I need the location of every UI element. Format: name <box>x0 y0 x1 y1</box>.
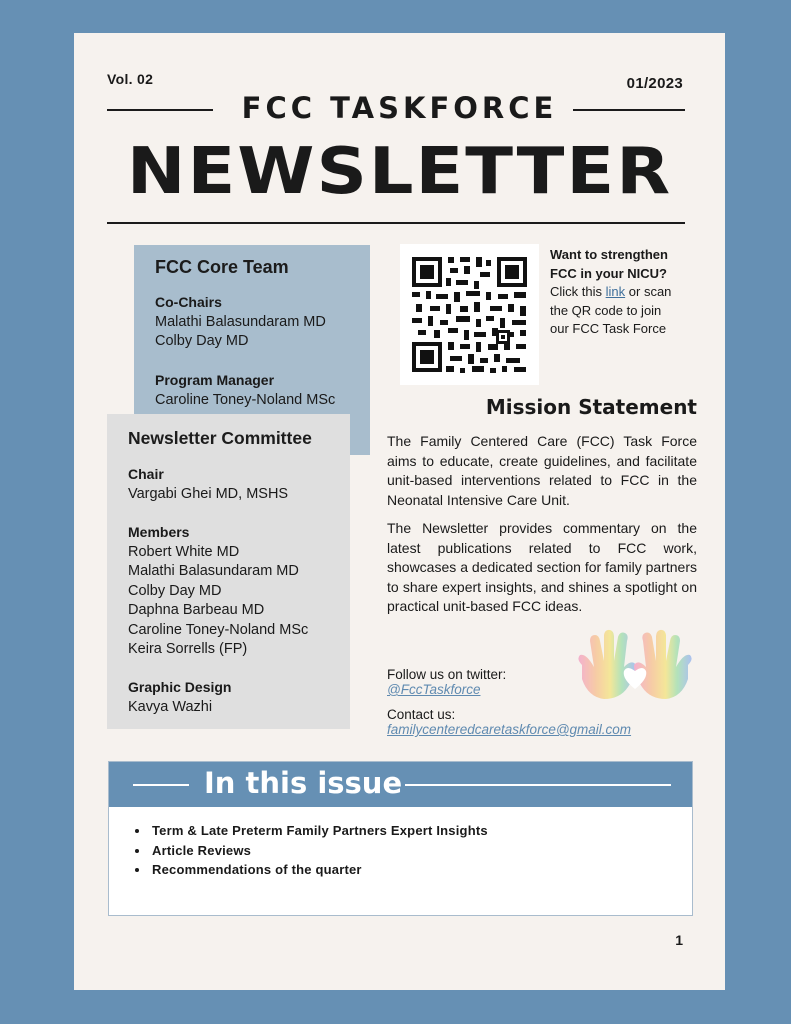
kicker-title: FCC TASKFORCE <box>241 91 558 125</box>
promo-click: Click this <box>550 284 603 299</box>
member-name: Caroline Toney-Noland MSc <box>128 621 309 638</box>
in-this-issue-header <box>109 762 692 807</box>
issue-item: • Term & Late Preterm Family Partners Expert Insights <box>150 821 692 841</box>
promo-line1: Want to strengthen <box>550 247 668 262</box>
masthead-title: NEWSLETTER <box>126 133 673 209</box>
mission-paragraph: The Family Centered Care (FCC) Task Force aims to educate, create guidelines, and facilitate unit-based interventions related to FCC in the Neonatal Intensive Care Unit. <box>387 433 697 508</box>
core-team-title: FCC Core Team <box>155 257 289 277</box>
page-number: 1 <box>675 932 683 948</box>
newsletter-page <box>74 33 725 990</box>
issue-item: • Article Reviews <box>150 841 692 861</box>
program-manager-label: Program Manager <box>155 372 275 388</box>
member-name: Colby Day MD <box>128 582 222 599</box>
email-block <box>387 707 631 737</box>
design-block <box>128 678 231 717</box>
issue-rule-left <box>133 784 189 786</box>
qr-code-graphic <box>400 244 539 385</box>
join-promo <box>550 246 680 339</box>
member-name: Malathi Balasundaram MD <box>128 563 299 579</box>
issue-rule-right <box>405 784 671 786</box>
email-link[interactable]: familycenteredcaretaskforce@gmail.com <box>387 722 632 737</box>
designer-name: Kavya Wazhi <box>128 698 213 715</box>
cochairs-label: Co-Chairs <box>155 294 222 310</box>
email-label: Contact us: <box>387 707 456 722</box>
in-this-issue-title: In this issue <box>204 766 403 800</box>
twitter-handle-link[interactable]: @FccTaskforce <box>387 682 481 697</box>
chair-name: Vargabi Ghei MD, MSHS <box>128 485 289 502</box>
chair-label: Chair <box>128 466 164 482</box>
program-manager-block <box>155 371 335 410</box>
qr-code[interactable] <box>400 244 539 385</box>
members-label: Members <box>128 524 190 540</box>
twitter-block <box>387 667 506 697</box>
masthead-rule <box>107 222 685 224</box>
twitter-label: Follow us on twitter: <box>387 667 507 682</box>
committee-title: Newsletter Committee <box>128 428 312 448</box>
cochair-name: Colby Day MD <box>155 333 249 349</box>
join-link[interactable]: link <box>605 284 626 299</box>
newsletter-paragraph: The Newsletter provides commentary on the latest publications related to FCC work, showcases a dedicated section for family partners to share expert insights, and shines a spotlight on practical unit-based FCC ideas. <box>387 520 697 614</box>
issue-item: • Recommendations of the quarter <box>150 860 692 880</box>
member-name: Daphna Barbeau MD <box>128 602 265 618</box>
design-label: Graphic Design <box>128 679 232 695</box>
promo-line2: FCC in your NICU? <box>550 265 667 281</box>
member-name: Keira Sorrells (FP) <box>128 641 248 657</box>
rainbow-hands-icon <box>574 627 696 705</box>
in-this-issue-panel <box>108 761 693 916</box>
volume-label: Vol. 02 <box>107 71 154 87</box>
cochair-name: Malathi Balasundaram MD <box>155 313 326 330</box>
program-manager-name: Caroline Toney-Noland MSc <box>155 391 336 408</box>
mission-heading: Mission Statement <box>485 395 697 419</box>
members-block <box>128 523 308 660</box>
chair-block <box>128 465 288 504</box>
cochairs-block <box>155 293 326 352</box>
member-name: Robert White MD <box>128 543 240 560</box>
issue-date: 01/2023 <box>626 75 683 92</box>
promo-rest: or scan the QR code to join our FCC Task Force <box>550 284 672 336</box>
issue-list <box>150 821 692 880</box>
